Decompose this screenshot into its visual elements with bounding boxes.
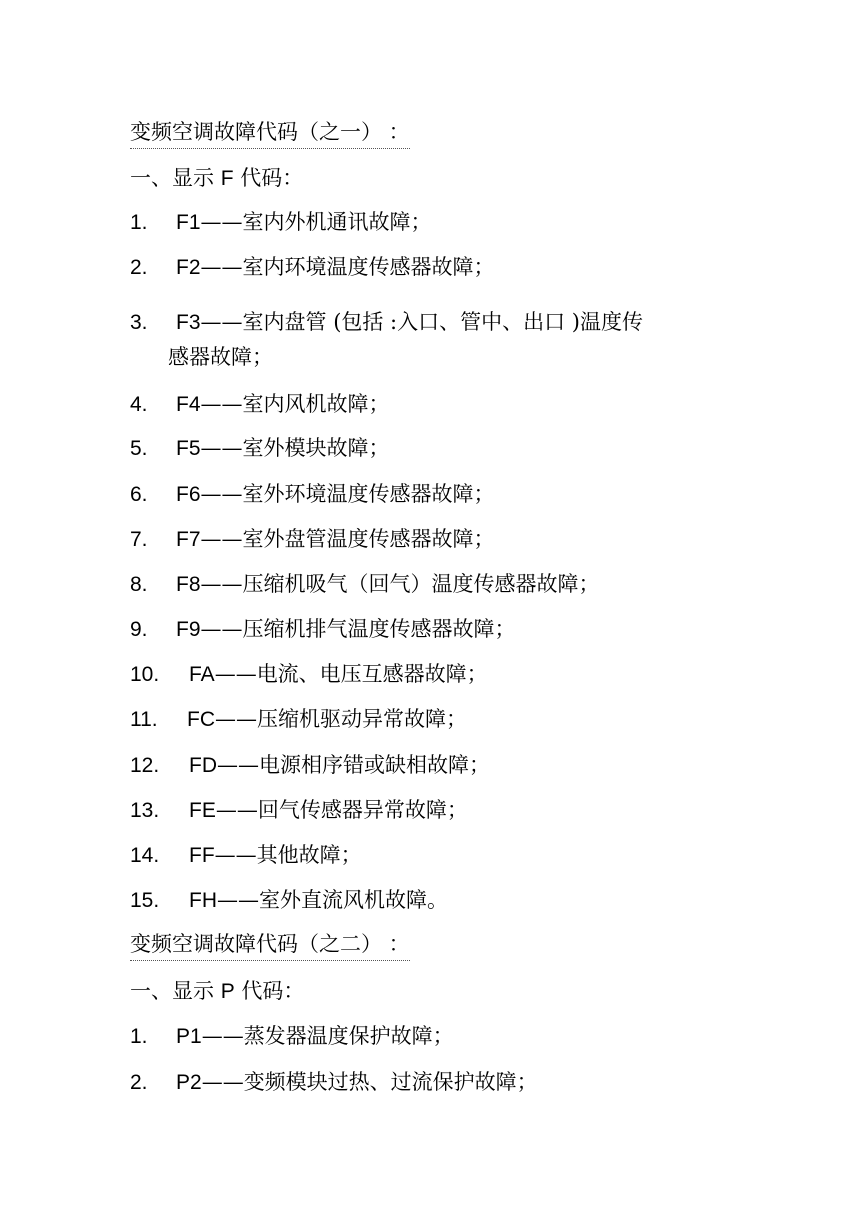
item-code: FE [189, 799, 216, 822]
subheading-suffix: 代码： [233, 166, 304, 190]
list-item [130, 660, 488, 689]
item-description: ——压缩机吸气（回气）温度传感器故障； [200, 572, 600, 596]
item-number: 1. [130, 211, 148, 234]
item-number: 11. [130, 708, 158, 731]
item-description: ——压缩机驱动异常故障； [215, 707, 467, 731]
item-number: 13. [130, 799, 160, 822]
item-number: 15. [130, 889, 160, 912]
item-description: ——蒸发器温度保护故障； [201, 1024, 454, 1048]
list-item [130, 1022, 454, 1051]
subheading-letter: P [220, 980, 235, 1003]
item-code: F5 [176, 437, 201, 460]
section1-heading: 变频空调故障代码（之一） ： [130, 118, 410, 149]
item-number: 8. [130, 573, 148, 596]
list-item [130, 841, 362, 870]
item-number: 3. [130, 311, 148, 334]
section2-subheading [130, 977, 304, 1006]
item-number: 7. [130, 528, 148, 551]
item-code: F4 [176, 393, 201, 416]
item-description: ——电源相序错或缺相故障； [217, 753, 490, 777]
item-code: FC [187, 708, 215, 731]
item-number: 4. [130, 393, 148, 416]
item-description: ——室内环境温度传感器故障； [200, 255, 495, 279]
item-description: ——其他故障； [214, 843, 362, 867]
list-item [130, 208, 432, 237]
item-description: ——压缩机排气温度传感器故障； [200, 617, 516, 641]
subheading-letter: F [220, 167, 234, 190]
list-item [130, 308, 643, 337]
section2-heading: 变频空调故障代码（之二） ： [130, 930, 410, 961]
item-code: FA [189, 663, 215, 686]
item-description: ——电流、电压互感器故障； [214, 662, 488, 686]
item-description: ——室外盘管温度传感器故障； [200, 527, 495, 551]
item-code: F7 [176, 528, 201, 551]
item-description: ——室外模块故障； [200, 436, 390, 460]
item-code: F9 [176, 618, 201, 641]
item-number: 9. [130, 618, 148, 641]
subheading-prefix: 一、显示 [130, 166, 221, 190]
list-item [130, 434, 390, 463]
list-item [130, 570, 600, 599]
item-code: P1 [176, 1025, 202, 1048]
item-description: ——室内盘管 (包括 :入口、管中、出口 )温度传 [200, 310, 644, 334]
list-item [130, 796, 468, 825]
item-number: 5. [130, 437, 148, 460]
item-code: P2 [176, 1071, 202, 1094]
list-item [130, 1068, 538, 1097]
item-code: F3 [176, 311, 201, 334]
list-item [130, 390, 390, 419]
section1-subheading [130, 164, 303, 193]
item-code: F1 [176, 211, 201, 234]
item-description: ——室外直流风机故障。 [217, 888, 448, 912]
item-code: F2 [176, 256, 201, 279]
item-code: F6 [176, 483, 201, 506]
item-description: ——室内风机故障； [200, 392, 390, 416]
item-number: 12. [130, 754, 160, 777]
item-number: 10. [130, 663, 160, 686]
item-number: 14. [130, 844, 160, 867]
list-item [130, 480, 495, 509]
list-item [130, 253, 495, 282]
list-item-continuation: 感器故障； [168, 345, 273, 369]
subheading-prefix: 一、显示 [130, 979, 221, 1003]
item-code: FF [189, 844, 215, 867]
list-item [130, 751, 490, 780]
list-item [130, 615, 516, 644]
item-description: ——变频模块过热、过流保护故障； [201, 1070, 538, 1094]
item-number: 2. [130, 256, 148, 279]
list-item [130, 705, 467, 734]
item-code: F8 [176, 573, 201, 596]
item-number: 1. [130, 1025, 148, 1048]
item-number: 6. [130, 483, 148, 506]
item-code: FD [189, 754, 217, 777]
item-description: ——室外环境温度传感器故障； [200, 482, 495, 506]
item-description: ——室内外机通讯故障； [200, 210, 432, 234]
list-item [130, 886, 448, 915]
subheading-suffix: 代码： [234, 979, 305, 1003]
item-description: ——回气传感器异常故障； [215, 798, 468, 822]
item-code: FH [189, 889, 217, 912]
list-item [130, 525, 495, 554]
item-number: 2. [130, 1071, 148, 1094]
